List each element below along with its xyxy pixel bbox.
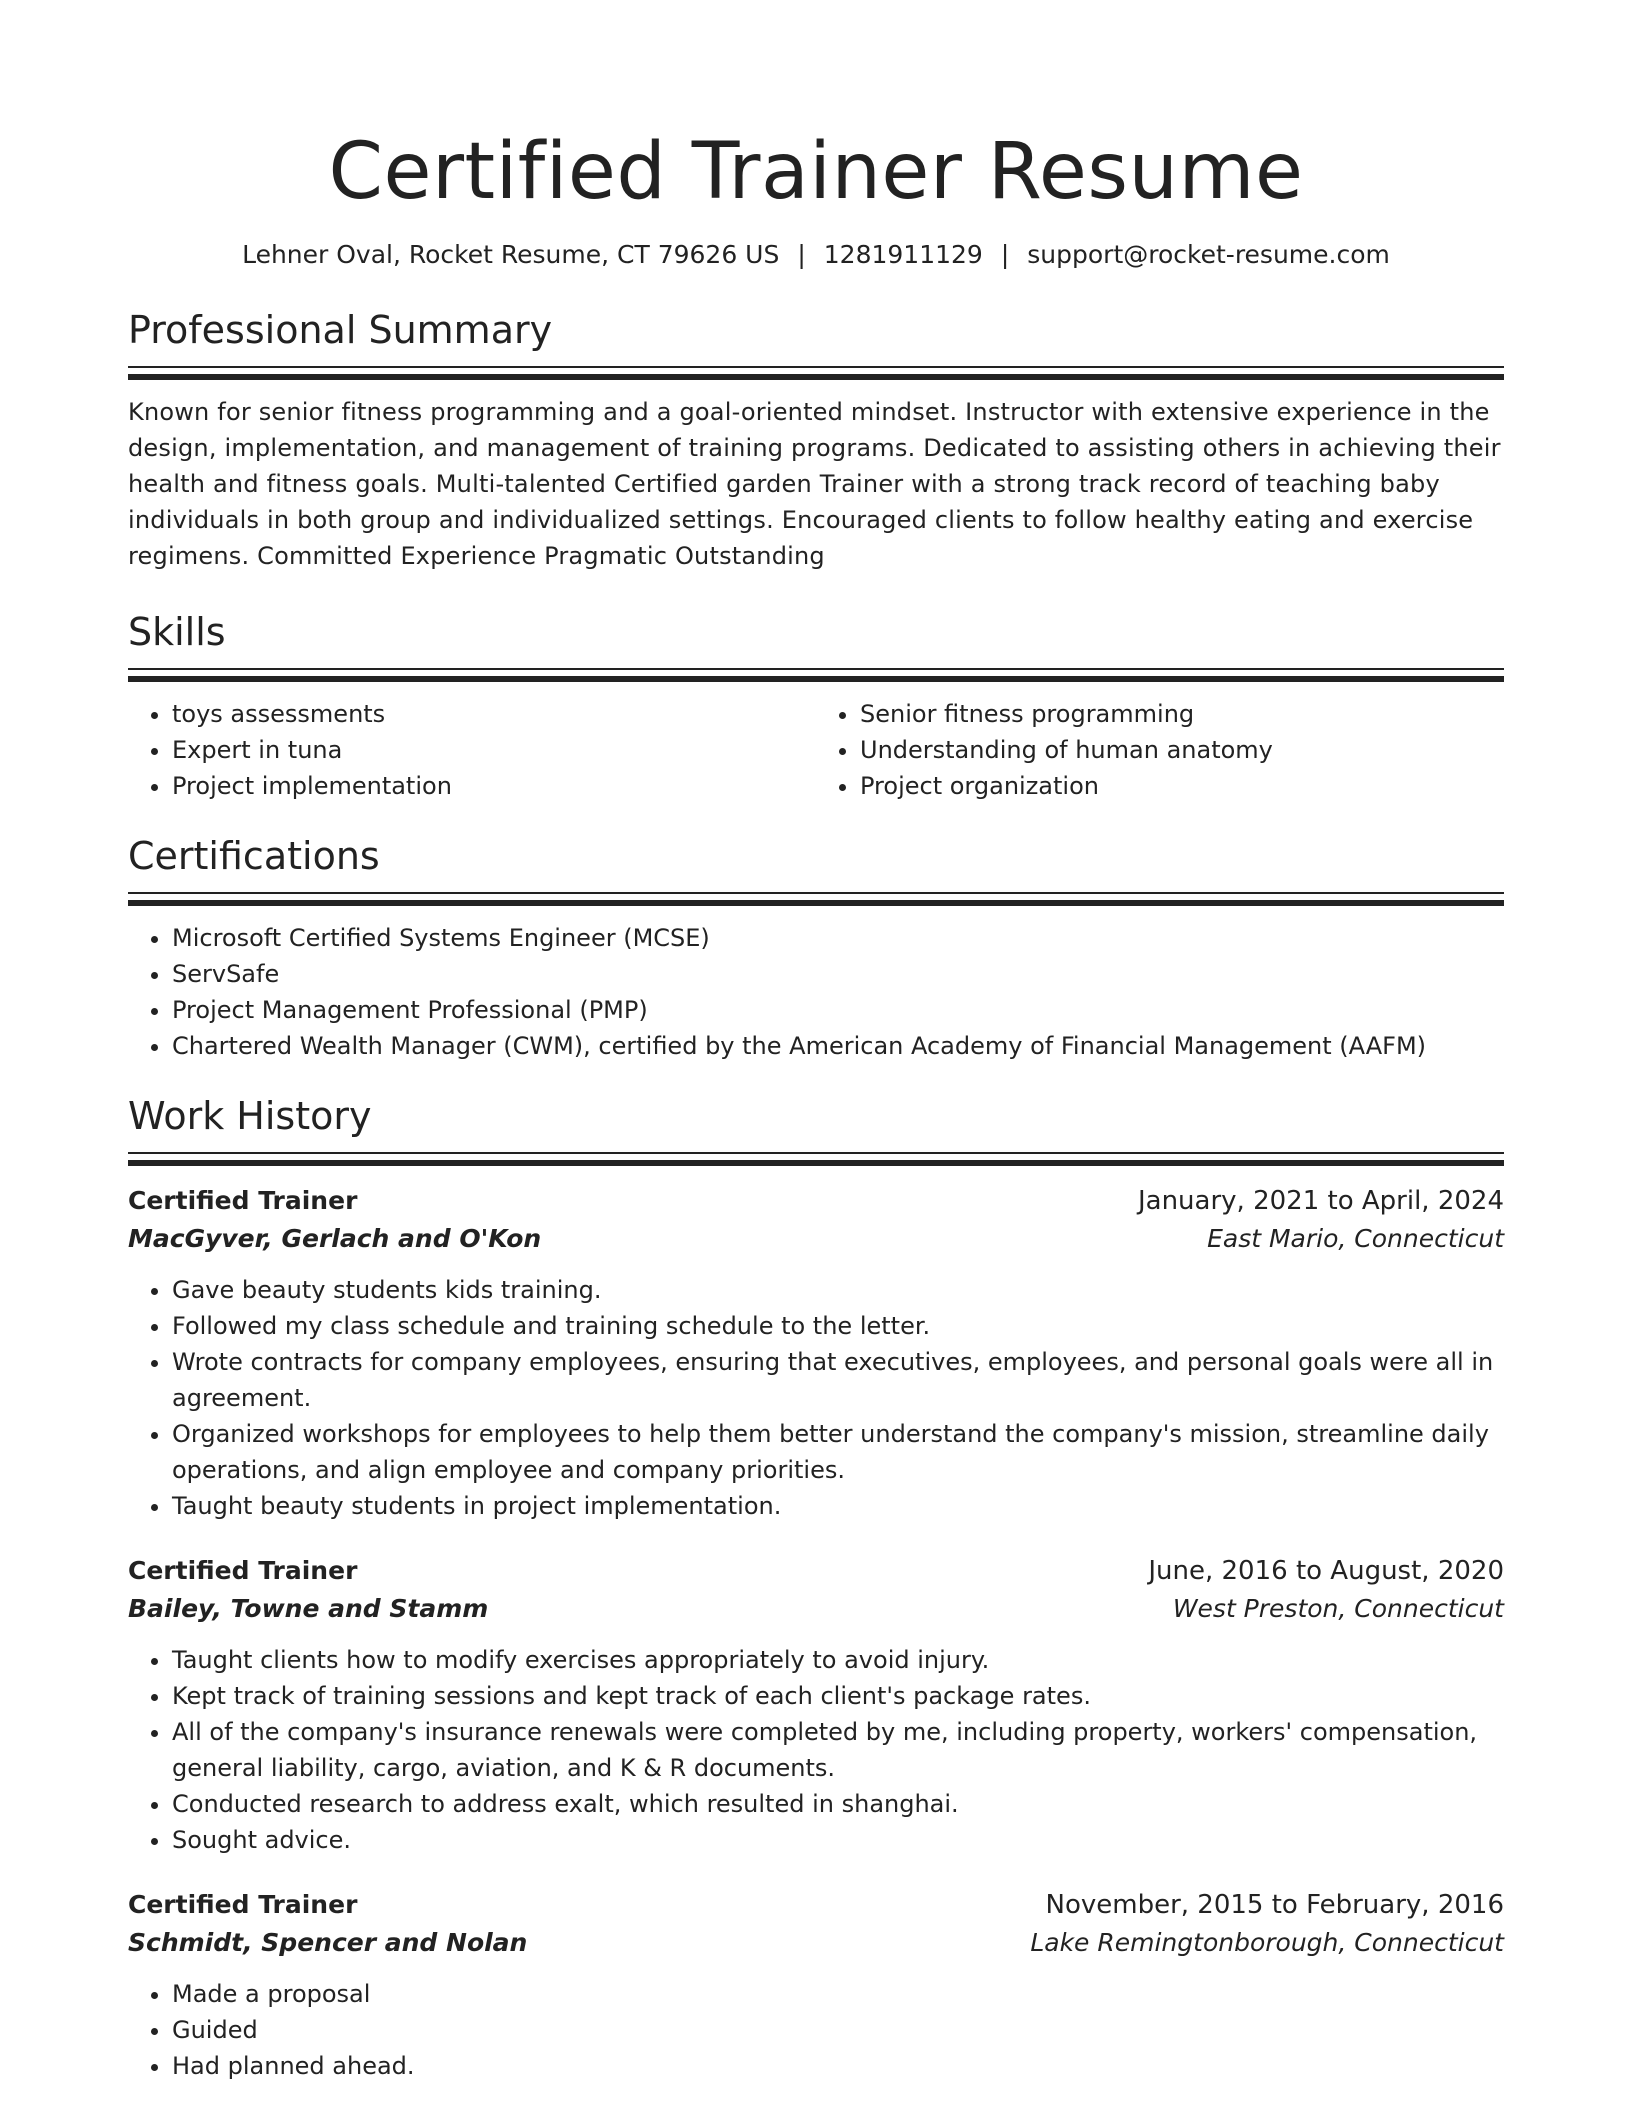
contact-email: support@rocket-resume.com [1027,240,1390,269]
certification-item: • Microsoft Certified Systems Engineer (MCSE) [172,920,1504,956]
job-title: Certified Trainer [128,1556,358,1585]
summary-section [128,306,1504,574]
certifications-section [128,832,1504,1064]
skills-list-right [816,696,1504,804]
job-title: Certified Trainer [128,1186,358,1215]
contact-phone: 1281911129 [823,240,983,269]
section-divider [128,366,1504,380]
contact-address: Lehner Oval, Rocket Resume, CT 79626 US [242,240,780,269]
job-bullet: • Had planned ahead. [172,2048,1504,2084]
job-bullet: • Followed my class schedule and training schedule to the letter. [172,1308,1504,1344]
certifications-heading: Certifications [128,834,380,878]
skills-heading: Skills [128,610,226,654]
resume-title: Certified Trainer Resume [328,127,1304,217]
contact-line [128,238,1504,272]
job-title: Certified Trainer [128,1890,358,1919]
job-header-row [128,1182,1504,1220]
work-history-section [128,1092,1504,2084]
job-bullets [128,1272,1504,1524]
job-location: East Mario, Connecticut [1207,1224,1504,1253]
section-divider [128,892,1504,906]
skill-item: • Project organization [860,768,1504,804]
job-bullets [128,1642,1504,1858]
section-divider [128,668,1504,682]
skill-item: • Senior fitness programming [860,696,1504,732]
job-entry [128,1886,1504,2084]
job-entry [128,1182,1504,1524]
summary-text: Known for senior fitness programming and a goal-oriented mindset. Instructor with extensive experience in the design, implementation, and management of training programs. Dedicated to assisting others in achieving their health and fitness goals. Multi-talented Certified garden Trainer with a strong track record of teaching baby individuals in both group and individualized settings. Encouraged clients to follow healthy eating and exercise regimens. Committed Experience Pragmatic Outstanding [128,398,1501,570]
summary-heading: Professional Summary [128,308,553,352]
certification-item: • ServSafe [172,956,1504,992]
section-divider [128,1152,1504,1166]
skill-item: • Understanding of human anatomy [860,732,1504,768]
job-header-row [128,1552,1504,1590]
job-company-row [128,1924,1504,1962]
certification-item: • Project Management Professional (PMP) [172,992,1504,1028]
job-dates: June, 2016 to August, 2020 [1148,1556,1504,1586]
skill-item: • Project implementation [172,768,816,804]
job-bullet: • Guided [172,2012,1504,2048]
job-bullets [128,1976,1504,2084]
skills-list-left [128,696,816,804]
job-company: MacGyver, Gerlach and O'Kon [128,1224,542,1253]
job-dates: November, 2015 to February, 2016 [1045,1890,1504,1920]
job-company: Bailey, Towne and Stamm [128,1594,489,1623]
certification-item: • Chartered Wealth Manager (CWM), certified by the American Academy of Financial Management (AAFM) [172,1028,1504,1064]
job-bullet: • Organized workshops for employees to help them better understand the company's mission, streamline daily operations, and align employee and company priorities. [172,1416,1504,1488]
job-bullet: • Sought advice. [172,1822,1504,1858]
certifications-list [128,920,1504,1064]
skills-section [128,608,1504,804]
contact-separator: | [1000,240,1010,269]
skill-item: • toys assessments [172,696,816,732]
work-history-heading: Work History [128,1094,372,1138]
job-bullet: • Conducted research to address exalt, which resulted in shanghai. [172,1786,1504,1822]
job-company-row [128,1590,1504,1628]
skills-grid [128,696,1504,804]
job-company-row [128,1220,1504,1258]
job-bullet: • Kept track of training sessions and kept track of each client's package rates. [172,1678,1504,1714]
job-location: West Preston, Connecticut [1172,1594,1504,1623]
job-header-row [128,1886,1504,1924]
skill-item: • Expert in tuna [172,732,816,768]
job-bullet: • Taught beauty students in project implementation. [172,1488,1504,1524]
job-bullet: • Made a proposal [172,1976,1504,2012]
job-dates: January, 2021 to April, 2024 [1137,1186,1504,1216]
job-company: Schmidt, Spencer and Nolan [128,1928,528,1957]
resume-page [128,0,1504,2084]
job-bullet: • All of the company's insurance renewals were completed by me, including property, workers' compensation, general liability, cargo, aviation, and K & R documents. [172,1714,1504,1786]
job-bullet: • Gave beauty students kids training. [172,1272,1504,1308]
job-bullet: • Wrote contracts for company employees, ensuring that executives, employees, and personal goals were all in agreement. [172,1344,1504,1416]
job-bullet: • Taught clients how to modify exercises appropriately to avoid injury. [172,1642,1504,1678]
contact-separator: | [797,240,806,269]
job-entry [128,1552,1504,1858]
job-location: Lake Remingtonborough, Connecticut [1030,1928,1504,1957]
